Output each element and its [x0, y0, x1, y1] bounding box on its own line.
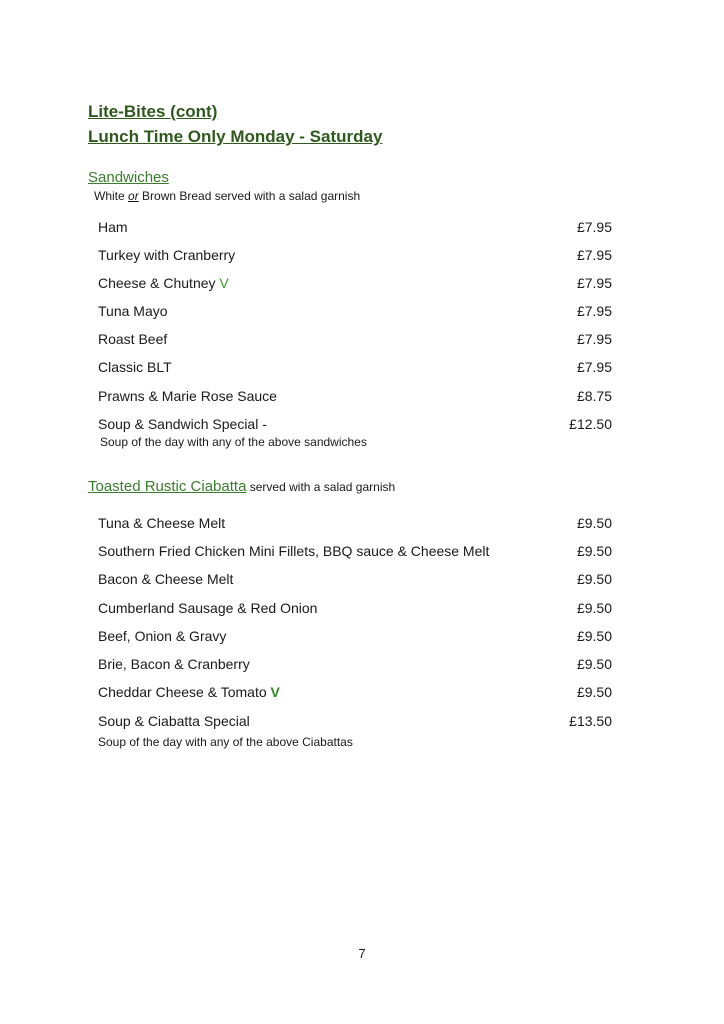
item-price: £7.95 — [576, 359, 612, 375]
menu-item — [98, 713, 612, 731]
item-price: £13.50 — [569, 713, 612, 729]
item-price: £9.50 — [576, 543, 612, 559]
item-name: Prawns & Marie Rose Sauce — [98, 388, 277, 404]
item-price: £9.50 — [576, 600, 612, 616]
menu-item — [98, 331, 612, 349]
sandwiches-title — [88, 169, 169, 186]
item-name: Bacon & Cheese Melt — [98, 571, 234, 587]
vegetarian-mark: V — [219, 275, 229, 291]
menu-item — [98, 359, 612, 377]
item-name: Tuna Mayo — [98, 303, 168, 319]
menu-item — [98, 388, 612, 406]
item-price: £9.50 — [576, 571, 612, 587]
item-name: Southern Fried Chicken Mini Fillets, BBQ sauce & Cheese Melt — [98, 543, 490, 559]
sandwiches-note-suffix: Brown Bread served with a salad garnish — [138, 189, 361, 203]
item-price: £7.95 — [576, 331, 612, 347]
item-name: Soup & Sandwich Special - — [98, 416, 267, 432]
sandwiches-note-or: or — [128, 189, 139, 203]
menu-item — [98, 600, 612, 618]
menu-item — [98, 571, 612, 589]
menu-item — [98, 416, 612, 434]
item-name: Soup & Ciabatta Special — [98, 713, 250, 729]
menu-item — [98, 219, 612, 237]
item-name: Roast Beef — [98, 331, 168, 347]
page-number: 7 — [358, 946, 366, 961]
item-price: £9.50 — [576, 628, 612, 644]
ciabatta-title-text: Toasted Rustic Ciabatta — [88, 478, 247, 495]
item-name-text: Cheddar Cheese & Tomato — [98, 684, 271, 700]
menu-item — [98, 543, 612, 561]
menu-title: Lite-Bites (cont) — [88, 102, 218, 121]
item-price: £7.95 — [576, 247, 612, 263]
item-price: £7.95 — [576, 275, 612, 291]
menu-item — [98, 628, 612, 646]
sandwiches-note — [94, 189, 360, 203]
sandwiches-note-prefix: White — [94, 189, 129, 203]
item-price: £7.95 — [576, 303, 612, 319]
item-price: £9.50 — [576, 656, 612, 672]
item-name-text: Cheese & Chutney — [98, 275, 220, 291]
ciabatta-title — [88, 478, 395, 495]
item-price: £8.75 — [576, 388, 612, 404]
menu-item — [98, 247, 612, 265]
sandwiches-title-text: Sandwiches — [88, 169, 169, 186]
menu-subtitle: Lunch Time Only Monday - Saturday — [88, 127, 383, 146]
item-name: Tuna & Cheese Melt — [98, 515, 226, 531]
item-price: £12.50 — [569, 416, 612, 432]
ciabatta-note: served with a salad garnish — [246, 480, 396, 494]
menu-item — [98, 275, 612, 293]
item-name: Classic BLT — [98, 359, 172, 375]
item-price: £9.50 — [576, 515, 612, 531]
vegetarian-mark: V — [270, 684, 280, 700]
menu-item — [98, 684, 612, 702]
item-price: £9.50 — [576, 684, 612, 700]
item-name — [98, 275, 229, 291]
item-name: Ham — [98, 219, 128, 235]
menu-item — [98, 656, 612, 674]
item-name — [98, 684, 280, 700]
item-price: £7.95 — [576, 219, 612, 235]
sandwich-special-note: Soup of the day with any of the above sandwiches — [100, 435, 367, 449]
item-name: Beef, Onion & Gravy — [98, 628, 227, 644]
item-name: Cumberland Sausage & Red Onion — [98, 600, 318, 616]
menu-item — [98, 303, 612, 321]
ciabatta-special-note: Soup of the day with any of the above Ciabattas — [98, 735, 353, 749]
item-name: Brie, Bacon & Cranberry — [98, 656, 250, 672]
item-name: Turkey with Cranberry — [98, 247, 236, 263]
menu-item — [98, 515, 612, 533]
